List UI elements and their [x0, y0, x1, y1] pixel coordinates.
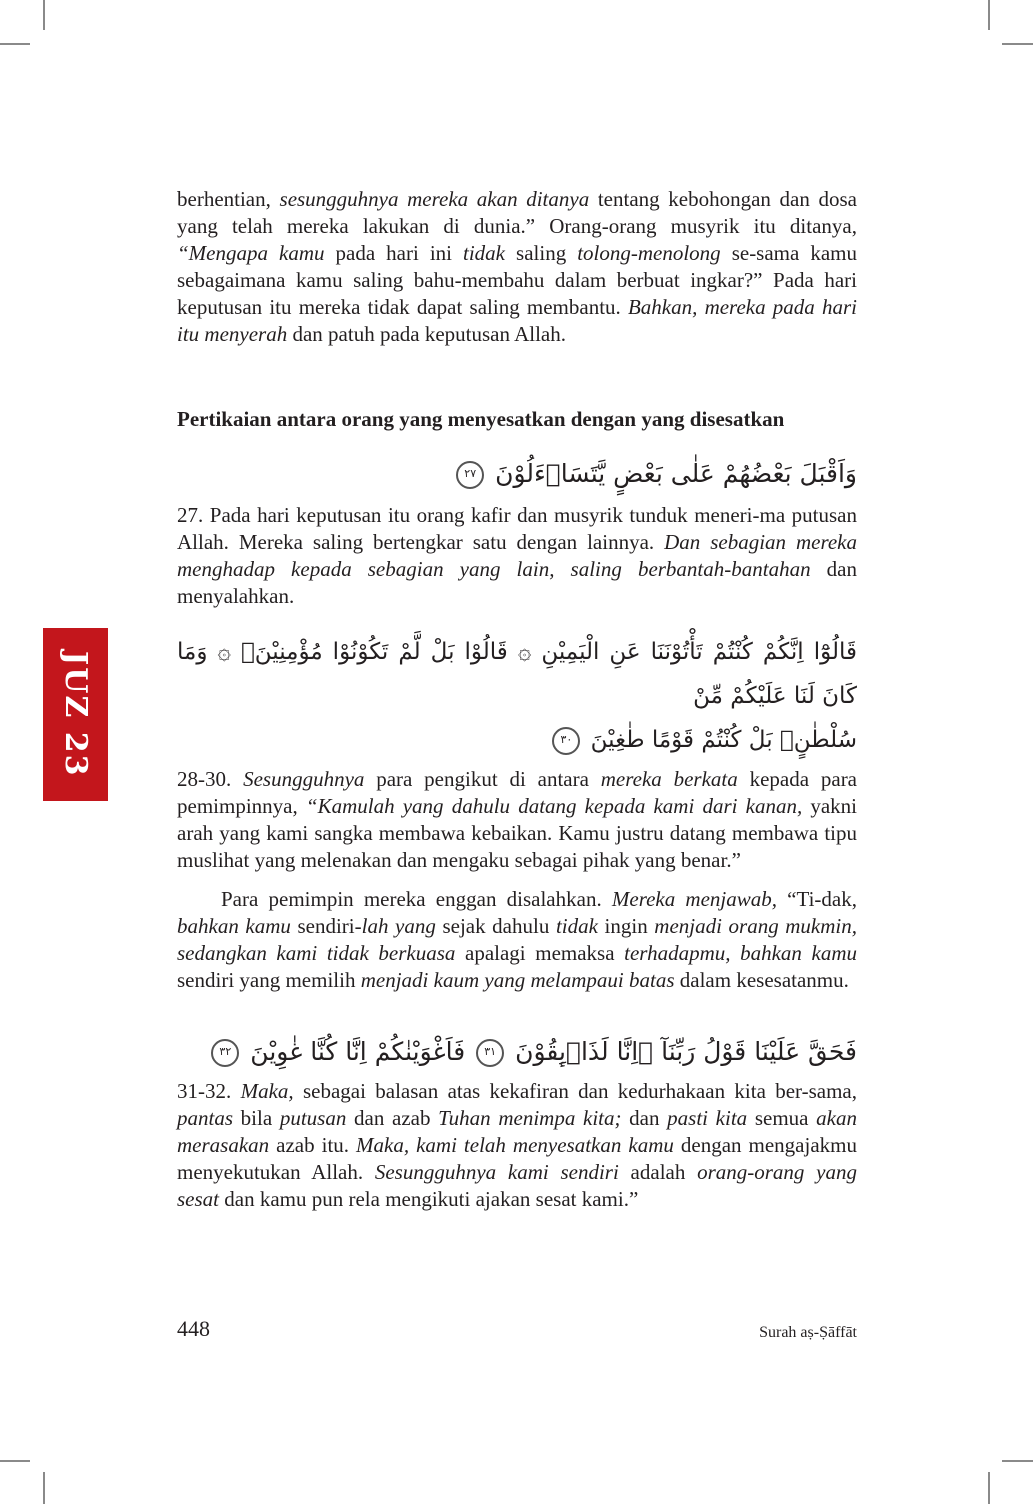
- crop-mark: [1002, 43, 1033, 45]
- italic-run: “Kamulah yang dahulu datang kepada kami dari kanan,: [305, 794, 803, 818]
- italic-run: menjadi kaum yang melampaui batas: [360, 968, 675, 992]
- text-run: sendiri yang memilih: [177, 968, 361, 992]
- italic-run: Maka, kami telah menyesatkan kamu: [356, 1133, 674, 1157]
- text-run: sejak dahulu: [435, 914, 556, 938]
- text-run: sendiri-: [290, 914, 362, 938]
- italic-run: Dan sebagian mereka menghadap kepada sebagian yang lain, saling berbantah-bantahan: [177, 530, 858, 581]
- text-run: bila: [233, 1106, 280, 1130]
- italic-run: sesungguhnya mereka akan ditanya: [279, 187, 590, 211]
- arabic-text: قَالُوْٓا اِنَّكُمْ كُنْتُمْ تَأْتُوْنَنَا عَنِ الْيَمِيْنِ ۞ قَالُوْا بَلْ لَّمْ تَكُوْنُوْا مُؤْمِنِيْنَۚ ۞ وَمَا كَانَ لَنَا عَلَيْكُمْ مِّنْ: [177, 639, 857, 709]
- italic-run: Tuhan menimpa kita;: [438, 1106, 622, 1130]
- text-run: dalam kesesatanmu.: [674, 968, 849, 992]
- text-run: apalagi memaksa: [455, 941, 625, 965]
- arabic-verse: [177, 718, 857, 762]
- paragraph-text: [177, 186, 857, 348]
- page-number: 448: [177, 1316, 210, 1341]
- juz-side-tab: [43, 628, 108, 801]
- arabic-verse: [177, 630, 857, 718]
- text-run: se-sama kamu sebagaimana kamu saling bahu-membahu dalam berbuat ingkar?” Pada hari keputusan itu mereka tidak dapat saling membantu.: [177, 241, 857, 319]
- text-run: kepada para pemimpinnya,: [177, 767, 858, 818]
- text-run: berhentian,: [177, 187, 280, 211]
- section-heading: Pertikaian antara orang yang menyesatkan dengan yang disesatkan: [177, 407, 785, 431]
- italic-run: pantas: [177, 1106, 234, 1130]
- crop-mark: [43, 0, 45, 30]
- italic-run: tolong-menolong: [577, 241, 721, 265]
- verse-marker-icon: ٢٧: [456, 461, 484, 489]
- italic-run: mereka berkata: [600, 767, 738, 791]
- text-run: 28-30.: [177, 767, 244, 791]
- crop-mark: [988, 1472, 990, 1504]
- text-run: 27. Pada hari keputusan itu orang kafir dan musyrik tunduk meneri-ma putusan Allah. Mereka saling bertengkar satu dengan lainnya.: [177, 503, 857, 554]
- arabic-text: فَحَقَّ عَلَيْنَا قَوْلُ رَبِّنَآ ۖاِنَّا لَذَاۤىِٕقُوْنَ: [515, 1037, 857, 1066]
- italic-run: putusan: [279, 1106, 347, 1130]
- italic-run: tidak: [555, 914, 598, 938]
- italic-run: menjadi orang mukmin, sedangkan kami tidak berkuasa: [177, 914, 858, 965]
- verse-31-32-block: [177, 1030, 857, 1213]
- italic-run: Sesungguhnya kami sendiri: [374, 1160, 619, 1184]
- crop-mark: [0, 43, 30, 45]
- italic-run: “Mengapa kamu: [177, 241, 325, 265]
- italic-run: bahkan kamu: [177, 914, 291, 938]
- verse-27-block: [177, 452, 857, 610]
- italic-run: tidak: [463, 241, 506, 265]
- text-run: dan: [621, 1106, 668, 1130]
- text-run: dan patuh pada keputusan Allah.: [287, 322, 566, 346]
- text-run: para pengikut di antara: [364, 767, 601, 791]
- verse-marker-icon: ٣٠: [552, 727, 580, 755]
- text-run: yakni arah yang kami sangka membawa kebaikan. Kamu justru datang membawa tipu muslihat yang melenakan dan mengaku sebagai pihak yang benar.”: [177, 794, 858, 872]
- italic-run: akan merasakan: [177, 1106, 857, 1157]
- text-run: Para pemimpin mereka enggan disalahkan.: [221, 887, 612, 911]
- text-run: “Ti-dak,: [776, 887, 857, 911]
- arabic-text: سُلْطٰنٍۚ بَلْ كُنْتُمْ قَوْمًا طٰغِيْنَ: [590, 727, 857, 753]
- intro-paragraph: [177, 186, 857, 348]
- crop-mark: [43, 1472, 45, 1504]
- crop-mark: [0, 1460, 30, 1462]
- italic-run: terhadapmu, bahkan kamu: [624, 941, 858, 965]
- text-run: dan kamu pun rela mengikuti ajakan sesat kami.”: [219, 1187, 639, 1211]
- arabic-verse: [177, 1030, 857, 1074]
- arabic-verse: [177, 452, 857, 496]
- text-run: azab itu.: [269, 1133, 357, 1157]
- text-run: adalah: [618, 1160, 698, 1184]
- italic-run: Bahkan, mereka pada hari itu menyerah: [177, 295, 857, 346]
- crop-mark: [1002, 1460, 1033, 1462]
- verse-translation: [177, 502, 857, 610]
- italic-run: lah yang: [361, 914, 436, 938]
- text-run: 31-32.: [177, 1079, 241, 1103]
- arabic-text: وَاَقْبَلَ بَعْضُهُمْ عَلٰى بَعْضٍ يَّتَسَاۤءَلُوْنَ: [495, 459, 857, 488]
- text-run: sebagai balasan atas kekafiran dan kedurhakaan kita ber-sama,: [293, 1079, 857, 1103]
- text-run: tentang kebohongan dan dosa yang telah mereka lakukan di dunia.” Orang-orang musyrik itu ditanya,: [177, 187, 857, 238]
- crop-mark: [988, 0, 990, 30]
- verse-marker-icon: ٣١: [476, 1039, 504, 1067]
- text-run: saling: [505, 241, 578, 265]
- italic-run: Sesungguhnya: [243, 767, 365, 791]
- verse-translation: [177, 766, 857, 874]
- text-run: dan azab: [346, 1106, 439, 1130]
- italic-run: orang-orang yang sesat: [177, 1160, 857, 1211]
- running-footer-surah: Surah aṣ-Ṣāffāt: [759, 1324, 857, 1341]
- juz-label: JUZ 23: [58, 651, 93, 778]
- verse-28-30-block: [177, 630, 857, 994]
- italic-run: Mereka menjawab,: [611, 887, 777, 911]
- text-run: dengan mengajakmu menyekutukan Allah.: [177, 1133, 857, 1184]
- text-run: pada hari ini: [324, 241, 464, 265]
- italic-run: Maka,: [240, 1079, 294, 1103]
- verse-marker-icon: ٣٢: [211, 1039, 239, 1067]
- text-run: dan menyalahkan.: [177, 557, 857, 608]
- verse-translation: [177, 1078, 857, 1213]
- verse-translation-continued: [177, 886, 857, 994]
- text-run: semua: [747, 1106, 817, 1130]
- italic-run: pasti kita: [667, 1106, 748, 1130]
- text-run: ingin: [597, 914, 655, 938]
- arabic-text: فَاَغْوَيْنٰكُمْ اِنَّا كُنَّا غٰوِيْنَ: [250, 1037, 466, 1066]
